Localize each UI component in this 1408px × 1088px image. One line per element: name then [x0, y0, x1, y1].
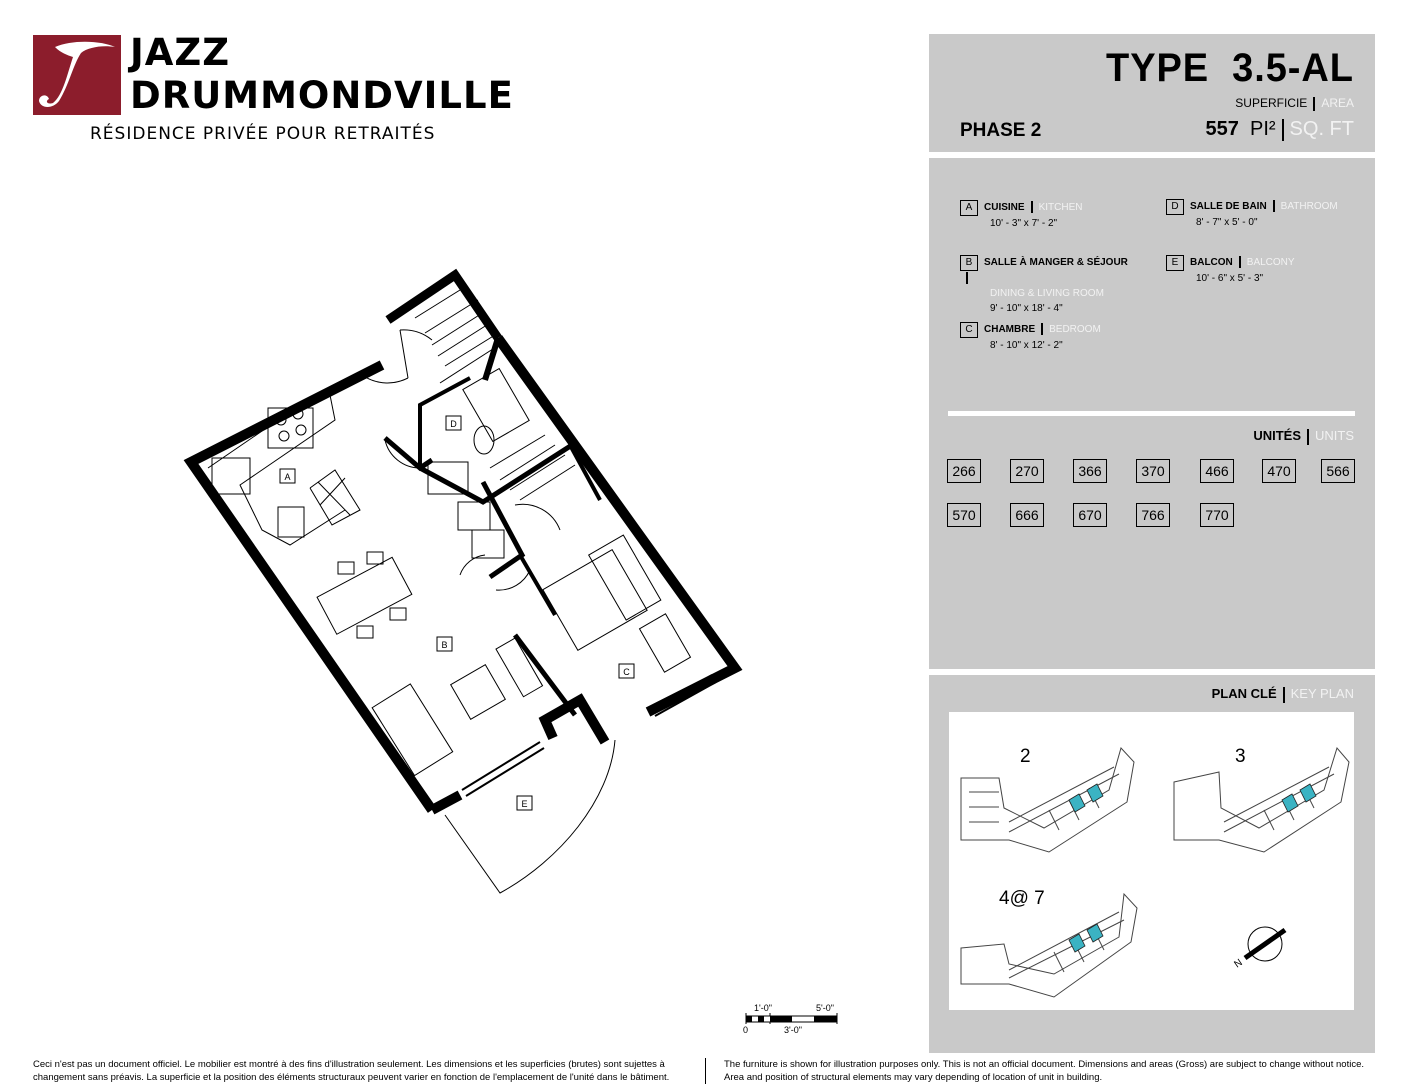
unit-number: 670	[1073, 503, 1107, 527]
svg-text:1'-0": 1'-0"	[754, 1003, 772, 1013]
svg-text:5'-0": 5'-0"	[816, 1003, 834, 1013]
room-dims: 8' - 7" x 5' - 0"	[1196, 217, 1258, 228]
key-plan-label-en: KEY PLAN	[1290, 686, 1354, 701]
area-unit-en: SQ. FT	[1289, 118, 1354, 140]
section-divider	[948, 411, 1355, 416]
unit-number: 470	[1262, 459, 1296, 483]
area-unit-fr: PI²	[1249, 118, 1276, 140]
svg-text:N: N	[1232, 957, 1245, 971]
north-arrow-icon	[1232, 927, 1285, 970]
room-name-fr: SALLE DE BAIN	[1190, 201, 1267, 212]
svg-text:A: A	[284, 472, 291, 482]
room-code: A	[960, 200, 978, 216]
room-dims: 10' - 3" x 7' - 2"	[990, 218, 1058, 229]
footer-divider	[705, 1058, 706, 1084]
disclaimer-en-line: Area and position of structural elements may vary depending of location of unit in building.	[724, 1072, 1103, 1083]
svg-text:D: D	[450, 419, 457, 429]
room-item	[1166, 255, 1295, 286]
key-plan-label-fr: PLAN CLÉ	[1211, 686, 1277, 701]
key-plan-drawing	[949, 712, 1354, 1010]
brand-name-line2: DRUMMONDVILLE	[130, 74, 514, 117]
disclaimer-fr	[33, 1058, 693, 1084]
room-name-en: BEDROOM	[1049, 324, 1101, 335]
svg-text:E: E	[521, 799, 528, 809]
area-heading	[1235, 96, 1354, 111]
area-value	[1205, 118, 1354, 141]
plan-label-b	[437, 637, 452, 651]
room-item	[960, 200, 1082, 231]
units-heading	[1253, 428, 1354, 445]
svg-text:B: B	[441, 640, 448, 650]
room-name-fr: BALCON	[1190, 257, 1233, 268]
floor-plan	[180, 260, 750, 910]
unit-number: 666	[1010, 503, 1044, 527]
area-label-en: AREA	[1321, 96, 1354, 110]
unit-number: 770	[1200, 503, 1234, 527]
room-code: E	[1166, 255, 1184, 271]
room-name-fr: CHAMBRE	[984, 324, 1036, 335]
unit-type-title: TYPE 3.5-AL	[1106, 46, 1354, 90]
room-code: B	[960, 255, 978, 271]
room-item	[960, 255, 1140, 316]
units-label-fr: UNITÉS	[1253, 428, 1301, 443]
brand-tagline: RÉSIDENCE PRIVÉE POUR RETRAITÉS	[90, 124, 436, 144]
unit-number: 466	[1200, 459, 1234, 483]
svg-text:3'-0": 3'-0"	[784, 1025, 802, 1035]
floor-label: 4@ 7	[999, 888, 1045, 909]
room-item	[1166, 199, 1338, 230]
disclaimer-fr-line: Ceci n'est pas un document officiel. Le mobilier est montré à des fins d'illustration seulement. Les dimensions et les superficies (brutes) sont sujettes à	[33, 1059, 665, 1070]
unit-number: 366	[1073, 459, 1107, 483]
disclaimer-en	[724, 1058, 1384, 1084]
room-name-en: BALCONY	[1246, 257, 1295, 268]
unit-number: 766	[1136, 503, 1170, 527]
room-item	[960, 322, 1101, 353]
room-name-fr: SALLE À MANGER & SÉJOUR	[984, 257, 1128, 268]
plan-label-d	[446, 416, 461, 430]
units-label-en: UNITS	[1315, 428, 1354, 443]
room-code: D	[1166, 199, 1184, 215]
unit-number: 566	[1321, 459, 1355, 483]
room-dims: 9' - 10" x 18' - 4"	[990, 303, 1063, 314]
room-code: C	[960, 322, 978, 338]
unit-number: 266	[947, 459, 981, 483]
unit-number: 370	[1136, 459, 1170, 483]
room-name-en: KITCHEN	[1038, 202, 1083, 213]
scale-bar	[740, 1000, 850, 1040]
plan-label-a	[280, 469, 295, 483]
unit-number: 270	[1010, 459, 1044, 483]
room-dims: 10' - 6" x 5' - 3"	[1196, 273, 1264, 284]
unit-number: 570	[947, 503, 981, 527]
room-name-en: BATHROOM	[1280, 201, 1338, 212]
floor-label: 3	[1235, 746, 1246, 767]
area-number: 557	[1205, 118, 1239, 140]
disclaimer-fr-line: changement sans préavis. La superficie et la position des éléments structuraux peuvent varier en fonction de l'emplacement de l'unité dans le bâtiment.	[33, 1072, 670, 1083]
brand-name-line1: JAZZ	[130, 31, 231, 74]
area-label-fr: SUPERFICIE	[1235, 96, 1308, 110]
room-dims: 8' - 10" x 12' - 2"	[990, 340, 1063, 351]
logo-mark	[33, 35, 121, 115]
room-name-en: DINING & LIVING ROOM	[990, 288, 1104, 299]
svg-text:C: C	[623, 667, 630, 677]
plan-label-e	[517, 796, 532, 810]
phase-label: PHASE 2	[960, 120, 1042, 141]
key-plan-buildings	[949, 712, 1354, 1010]
svg-text:0: 0	[743, 1025, 749, 1035]
floor-label: 2	[1020, 746, 1031, 767]
disclaimer-en-line: The furniture is shown for illustration purposes only. This is not an official document. Dimensions and areas (Gross) are subject to change without notice.	[724, 1059, 1364, 1070]
plan-label-c	[619, 664, 634, 678]
room-name-fr: CUISINE	[984, 202, 1025, 213]
key-plan-heading	[1212, 686, 1354, 703]
